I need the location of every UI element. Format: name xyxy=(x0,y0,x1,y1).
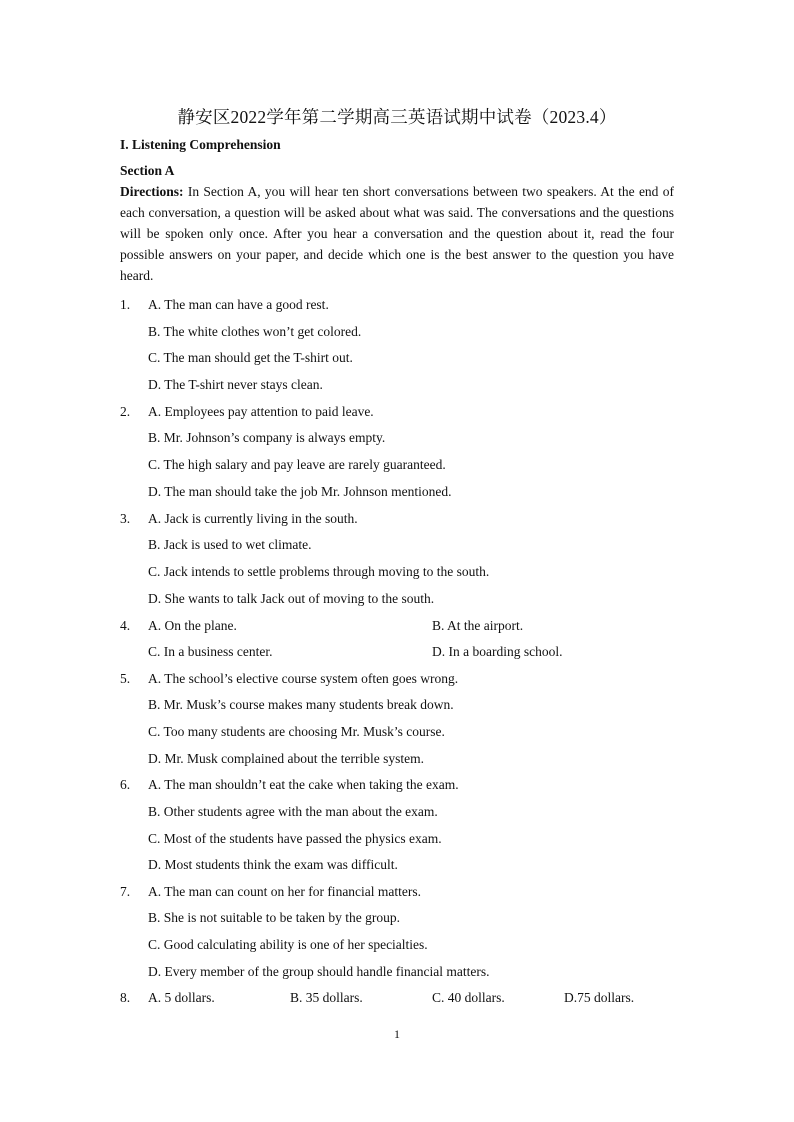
option-a: A. The man shouldn’t eat the cake when taking the exam. xyxy=(148,777,459,792)
option-b: B. The white clothes won’t get colored. xyxy=(148,324,362,339)
page-title: 静安区2022学年第二学期高三英语试期中试卷（2023.4） xyxy=(177,107,617,127)
option-a: A. 5 dollars. xyxy=(148,990,215,1005)
option-a: A. Employees pay attention to paid leave. xyxy=(148,404,374,419)
option-c: C. 40 dollars. xyxy=(432,990,505,1005)
option-d: D. Every member of the group should handle financial matters. xyxy=(148,964,490,979)
option-a: A. On the plane. xyxy=(148,618,237,633)
option-c: C. In a business center. xyxy=(148,644,273,659)
question-number: 3. xyxy=(120,511,131,526)
part-heading: I. Listening Comprehension xyxy=(120,137,281,152)
option-d: D. Most students think the exam was difficult. xyxy=(148,857,398,872)
option-b: B. At the airport. xyxy=(432,618,524,633)
option-b: B. Jack is used to wet climate. xyxy=(148,537,312,552)
option-d: D. She wants to talk Jack out of moving to the south. xyxy=(148,591,435,606)
question-number: 5. xyxy=(120,671,131,686)
question-number: 7. xyxy=(120,884,131,899)
option-c: C. Jack intends to settle problems through moving to the south. xyxy=(148,564,490,579)
question-number: 1. xyxy=(120,297,131,312)
page-number: 1 xyxy=(394,1027,400,1041)
option-c: C. The man should get the T-shirt out. xyxy=(148,350,353,365)
option-a: A. The man can have a good rest. xyxy=(148,297,329,312)
option-d: D. The T-shirt never stays clean. xyxy=(148,377,323,392)
question-number: 8. xyxy=(120,990,131,1005)
question-number: 4. xyxy=(120,618,131,633)
option-a: A. The man can count on her for financial matters. xyxy=(148,884,422,899)
option-b: B. Mr. Johnson’s company is always empty. xyxy=(148,430,386,445)
directions-text: In Section A, you will hear ten short conversations between two speakers. At the end of each conversation, a question will be asked about what was said. The conversations and the questions will be spoken only once. After you hear a conversation and the question about it, read the four possible answers on your paper, and decide which one is the best answer to the question you have heard. xyxy=(120,184,674,283)
option-b: B. She is not suitable to be taken by the group. xyxy=(148,910,400,925)
directions-paragraph xyxy=(120,181,674,286)
option-c: C. Good calculating ability is one of her specialties. xyxy=(148,937,428,952)
option-d: D. The man should take the job Mr. Johnson mentioned. xyxy=(148,484,452,499)
option-c: C. The high salary and pay leave are rarely guaranteed. xyxy=(148,457,446,472)
directions-label: Directions: xyxy=(120,184,184,199)
question-number: 6. xyxy=(120,777,131,792)
section-heading: Section A xyxy=(120,163,175,178)
option-b: B. 35 dollars. xyxy=(290,990,363,1005)
option-c: C. Most of the students have passed the physics exam. xyxy=(148,831,442,846)
option-b: B. Mr. Musk’s course makes many students break down. xyxy=(148,697,454,712)
option-a: A. Jack is currently living in the south. xyxy=(148,511,358,526)
option-b: B. Other students agree with the man about the exam. xyxy=(148,804,438,819)
option-a: A. The school’s elective course system often goes wrong. xyxy=(148,671,459,686)
option-d: D. In a boarding school. xyxy=(432,644,563,659)
option-c: C. Too many students are choosing Mr. Musk’s course. xyxy=(148,724,445,739)
option-d: D.75 dollars. xyxy=(564,990,635,1005)
question-number: 2. xyxy=(120,404,131,419)
option-d: D. Mr. Musk complained about the terrible system. xyxy=(148,751,424,766)
